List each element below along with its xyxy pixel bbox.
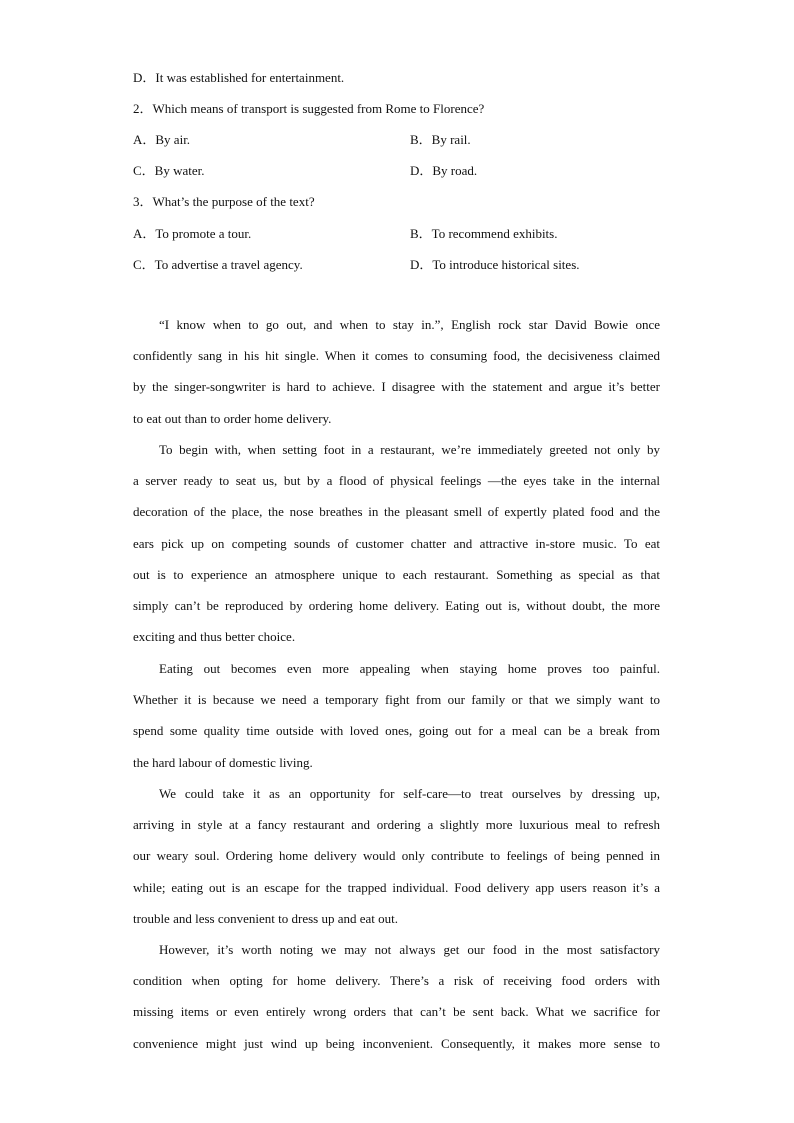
paragraph-line: decoration of the place, the nose breathes in the pleasant smell of expertly plated food and the [133,504,660,520]
paragraph-line: simply can’t be reproduced by ordering home delivery. Eating out is, without doubt, the more [133,597,660,613]
paragraph-line: To begin with, when setting foot in a restaurant, we’re immediately greeted not only by [159,442,660,457]
q2-stem: 2．Which means of transport is suggested from Rome to Florence? [133,101,485,116]
q2-option-a: A．By air. [133,132,191,147]
paragraph-line: arriving in style at a fancy restaurant and ordering a slightly more luxurious meal to refresh [133,817,660,833]
paragraph-line: confidently sang in his hit single. When it comes to consuming food, the decisiveness claimed [133,348,660,364]
passage-paragraph-1 [133,309,660,434]
paragraph-line: spend some quality time outside with loved ones, going out for a meal can be a break from [133,723,660,739]
paragraph-line: the hard labour of domestic living. [133,754,313,770]
paragraph-line: ears pick up on competing sounds of customer chatter and attractive in-store music. To eat [133,535,660,551]
paragraph-line: “I know when to go out, and when to stay in.”, English rock star David Bowie once [159,317,660,332]
paragraph-line: exciting and thus better choice. [133,629,296,645]
paragraph-line: However, it’s worth noting we may not always get our food in the most satisfactory [159,942,660,957]
q2-option-d: D．By road. [410,163,478,178]
paragraph-line: We could take it as an opportunity for self-care—to treat ourselves by dressing up, [159,786,660,801]
q3-stem: 3．What’s the purpose of the text? [133,194,315,209]
paragraph-line: missing items or even entirely wrong orders that can’t be sent back. What we sacrifice for [133,1004,660,1020]
paragraph-line: while; eating out is an escape for the trapped individual. Food delivery app users reason it’s a [133,879,660,895]
passage-paragraph-4 [133,778,660,934]
passage-paragraph-3 [133,653,660,778]
q2-option-b: B．By rail. [410,132,471,147]
q1-option-d: D．It was established for entertainment. [133,70,345,85]
paragraph-line: Whether it is because we need a temporary fight from our family or that we simply want to [133,692,660,708]
q3-option-b: B．To recommend exhibits. [410,226,558,241]
paragraph-line: our weary soul. Ordering home delivery would only contribute to feelings of being penned in [133,848,660,864]
paragraph-line: a server ready to seat us, but by a flood of physical feelings —the eyes take in the internal [133,473,660,489]
q3-option-d: D．To introduce historical sites. [410,257,580,272]
paragraph-line: to eat out than to order home delivery. [133,410,332,426]
q3-option-c: C．To advertise a travel agency. [133,257,303,272]
paragraph-line: trouble and less convenient to dress up and eat out. [133,910,398,926]
paragraph-line: Eating out becomes even more appealing when staying home proves too painful. [159,661,660,676]
q3-option-a: A．To promote a tour. [133,226,252,241]
paragraph-line: condition when opting for home delivery. There’s a risk of receiving food orders with [133,973,660,989]
paragraph-line: convenience might just wind up being inconvenient. Consequently, it makes more sense to [133,1035,660,1051]
paragraph-line: out is to experience an atmosphere unique to each restaurant. Something as special as that [133,566,660,582]
passage-paragraph-5 [133,934,660,1059]
paragraph-line: by the singer-songwriter is hard to achieve. I disagree with the statement and argue it’s better [133,379,660,395]
passage-paragraph-2 [133,434,660,652]
q2-option-c: C．By water. [133,163,205,178]
